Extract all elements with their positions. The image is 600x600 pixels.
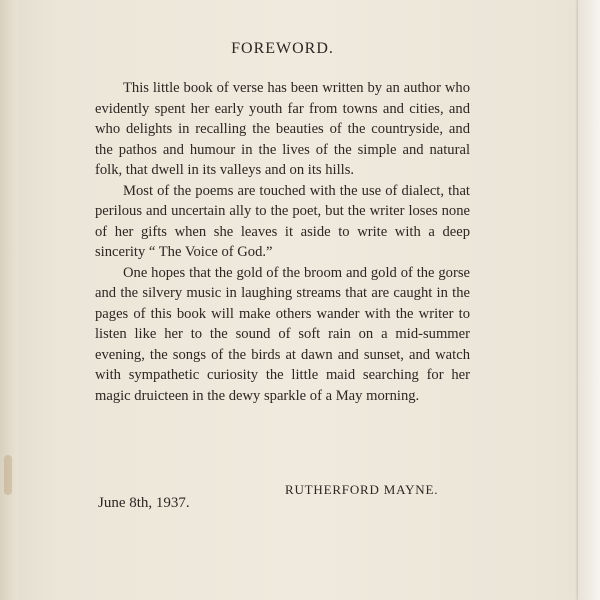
paragraph-2: Most of the poems are touched with the use of dialect, that perilous and uncertain ally to the poet, but the writer loses none of her gifts when she leaves it aside to write with a deep sincerity “ The Voice of God.” [95, 182, 470, 260]
author-signature: RUTHERFORD MAYNE. [285, 482, 439, 497]
paragraph-3: One hopes that the gold of the broom and gold of the gorse and the silvery music in laughing streams that are caught in the pages of this book will make others wander with the writer to listen like her to the sound of soft rain on a mid-summer evening, the songs of the birds at dawn and sunset, and watch with sympathetic curiosity the little maid searching for her magic druicteen in the dewy sparkle of a May morning. [95, 264, 470, 404]
paragraph-1: This little book of verse has been written by an author who evidently spent her early youth far from towns and cities, and who delights in recalling the beauties of the countryside, and the pathos and humour in the lives of the simple and natural folk, that dwell in its valleys and on its hills. [95, 80, 470, 178]
foreword-body [95, 40, 470, 406]
paper-stain [4, 455, 12, 495]
foreword-date: June 8th, 1937. [98, 495, 190, 511]
binding-crease [0, 0, 18, 600]
foreword-title: FOREWORD. [231, 40, 334, 57]
next-page-edge [578, 0, 600, 600]
